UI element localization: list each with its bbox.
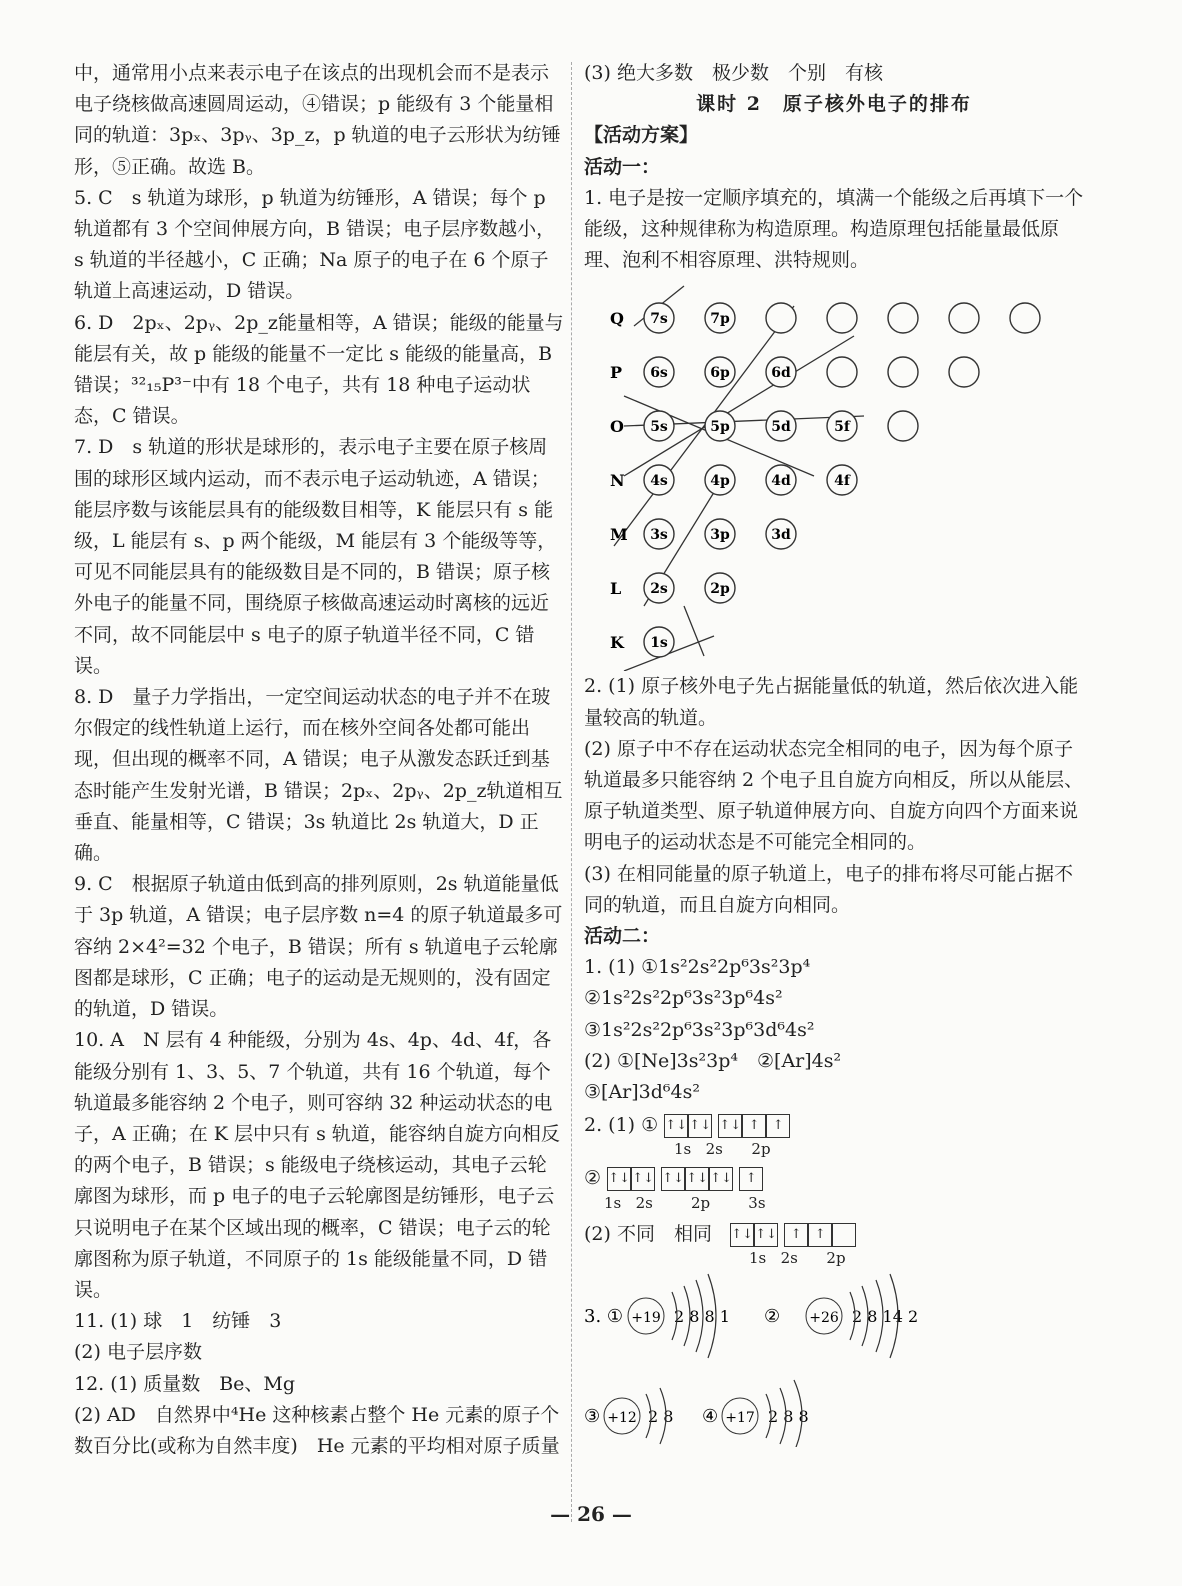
answer-r0: (3) 绝大多数 极少数 个别 有核 [584,62,883,84]
activity-plan-heading: 【活动方案】 [584,124,699,147]
shell-label-L: L [610,579,622,599]
orbital-label-6s: 6s [650,365,668,382]
orbital-circle [949,357,979,387]
orbital-label-2p: 2p [710,581,730,598]
box: ↑ [742,1114,766,1138]
box: ↑ [808,1223,832,1247]
activity-one-heading: 活动一： [584,155,661,178]
box: ↑↓ [709,1167,733,1191]
shell-label-M: M [610,525,628,545]
left-margin-cutoff [0,0,18,1586]
orbital-label-7s: 7s [650,311,668,328]
shell-label-O: O [610,417,624,437]
config-5: ③[Ar]3d⁶4s² [584,1081,700,1104]
answer-10: 10. A N 层有 4 种能级，分别为 4s、4p、4d、4f，各能级分别有 1、3、5、7 个轨道，共有 16 个轨道，每个轨道最多能容纳 2 个电子，则可容纳 32 种运动状态的电子，A 正确；在 K 层中只有 s 轨道，能容纳自旋方向相反的两个电子，B 错误；s 能级电子绕核运动，其电子云轮廓图为球形，而 p 电子的电子云轮廓图是纺锤形，电子云只说明电子在某个区域出现的概率，C 错误；电子云的轮廓图称为原子轨道，不同原子的 1s 能级能量不同，D 错误。 [74,1029,560,1301]
shell-label-N: N [610,471,625,491]
orbital-label-7p: 7p [710,311,730,328]
box: ↑↓ [664,1114,688,1138]
right-column [584,58,1084,1447]
label-s3: ③ [584,1405,601,1427]
activity-one-2-3: (3) 在相同能量的原子轨道上，电子的排布将尽可能占据不同的轨道，而且自旋方向相同。 [584,862,1073,916]
config-1: 1. (1) ①1s²2s²2p⁶3s²3p⁴ [584,956,811,979]
orbital-label-4s: 4s [650,473,668,490]
orbital-box-labels-1: 1s 2s 2p [674,1140,771,1159]
orbital-circle [888,411,918,441]
nucleus-cl-charge: +17 [725,1409,755,1426]
shell-label-P: P [610,363,623,383]
nucleus-k-charge: +19 [631,1309,661,1326]
config-4: (2) ①[Ne]3s²3p⁴ ②[Ar]4s² [584,1049,842,1072]
orbital-box-labels-3: 1s 2s 2p [749,1248,846,1267]
label-s4: ④ [702,1405,719,1427]
orbital-label-3p: 3p [710,527,730,544]
box: ↑ [784,1223,808,1247]
shells-k: 2 8 8 1 [674,1306,730,1326]
box [832,1223,856,1247]
orbital-box-2: ② ↑↓ ↑↓ ↑↓ ↑↓ ↑↓ ↑ [584,1163,1084,1194]
column-divider [571,62,572,1522]
page-number: — 26 — [550,1502,632,1526]
orbital-label-6d: 6d [771,365,791,382]
label-s1: 3. ① [584,1305,624,1327]
shells-cl: 2 8 8 [768,1406,809,1426]
nucleus-fe-charge: +26 [809,1309,839,1326]
orbital-label-5p: 5p [710,419,730,436]
orbital-label-6p: 6p [710,365,730,382]
answer-12b: (2) AD 自然界中⁴He 这种核素占整个 He 元素的原子个数百分比(或称为自然丰度) He 元素的平均相对原子质量 [74,1403,560,1457]
config-2: ②1s²2s²2p⁶3s²3p⁶4s² [584,987,783,1010]
orbital-circle [888,303,918,333]
box: ↑↓ [607,1167,631,1191]
section-title: 课时 2 原子核外电子的排布 [696,93,972,116]
orbital-label-3d: 3d [771,527,791,544]
answer-12a: 12. (1) 质量数 Be、Mg [74,1372,296,1395]
orbital-label-4f: 4f [834,473,850,490]
box: ↑ [766,1114,790,1138]
box: ↑↓ [688,1114,712,1138]
orbital-label-5s: 5s [650,419,668,436]
box: ↑↓ [661,1167,685,1191]
shells-fe: 2 8 14 2 [852,1306,919,1326]
orbital-box-3: (2) 不同 相同 ↑↓ ↑↓ ↑ ↑ [584,1219,1084,1250]
orbital-label-3s: 3s [650,527,668,544]
orbital-circle [1010,303,1040,333]
label-s2: ② [764,1305,781,1327]
answer-8: 8. D 量子力学指出，一定空间运动状态的电子并不在玻尔假定的线性轨道上运行，而在核外空间各处都可能出现，但出现的概率不同，A 错误；电子从激发态跃迁到基态时能产生发射光谱，B 错误；2pₓ、2pᵧ、2p_z轨道相互垂直、能量相等，C 错误；3s 轨道比 2s 轨道大，D 正确。 [74,686,563,865]
box: ↑↓ [631,1167,655,1191]
nucleus-mg-charge: +12 [607,1409,637,1426]
answer-11a: 11. (1) 球 1 纺锤 3 [74,1310,282,1333]
orbital-circle [949,303,979,333]
box: ↑↓ [718,1114,742,1138]
activity-one-1: 1. 电子是按一定顺序填充的，填满一个能级之后再填下一个能级，这种规律称为构造原理。构造原理包括能量最低原理、泡利不相容原理、洪特规则。 [584,186,1084,272]
orbital-box-1: 2. (1) ① ↑↓ ↑↓ ↑↓ ↑ ↑ [584,1110,1084,1141]
box: ↑↓ [685,1167,709,1191]
orbital-circle [888,357,918,387]
box: ↑ [739,1167,763,1191]
aufbau-diagram [584,276,1064,671]
answer-5: 5. C s 轨道为球形，p 轨道为纺锤形，A 错误；每个 p 轨道都有 3 个空间伸展方向，B 错误；电子层序数越小，s 轨道的半径越小，C 正确；Na 原子的电子在 6 个原子轨道上高速运动，D 错误。 [74,186,556,303]
orbital-label-1s: 1s [650,635,668,652]
orbital-label-5f: 5f [834,419,850,436]
orbital-circle [827,303,857,333]
orbital-box-labels-2: 1s 2s 2p 3s [604,1193,766,1212]
left-column [74,58,564,1462]
orbital-label-4d: 4d [771,473,791,490]
config-3: ③1s²2s²2p⁶3s²3p⁶3d⁶4s² [584,1018,815,1041]
activity-two-heading: 活动二： [584,925,661,948]
answer-11b: (2) 电子层序数 [74,1341,202,1364]
orbital-circle [766,303,796,333]
shell-label-K: K [610,633,624,653]
box: ↑↓ [730,1223,754,1247]
answer-9: 9. C 根据原子轨道由低到高的排列原则，2s 轨道能量低于 3p 轨道，A 错误；电子层序数 n=4 的原子轨道最多可容纳 2×4²=32 个电子，B 错误；所有 s 轨道电子云轮廓图都是球形，C 正确；电子的运动是无规则的，没有固定的轨道，D 错误。 [74,873,563,1021]
orbital-label-2s: 2s [650,581,668,598]
aufbau-orbitals [644,303,1040,657]
orbital-label-4p: 4p [710,473,730,490]
activity-one-2-1: 2. (1) 原子核外电子先占据能量低的轨道，然后依次进入能量较高的轨道。 [584,675,1079,729]
box: ↑↓ [754,1223,778,1247]
activity-one-2-2: (2) 原子中不存在运动状态完全相同的电子，因为每个原子轨道最多只能容纳 2 个电子且自旋方向相反，所以从能层、原子轨道类型、原子轨道伸展方向、自旋方向四个方面来说明电子的运动状态是不可能完全相同的。 [584,737,1084,854]
aufbau-shell-labels [610,309,628,652]
shell-label-Q: Q [610,309,624,329]
orbital-circle [827,357,857,387]
answer-7: 7. D s 轨道的形状是球形的，表示电子主要在原子核周围的球形区域内运动，而不表示电子运动轨迹，A 错误；能层序数与该能层具有的能级数目相等，K 能层只有 s 能级，L 能层有 s、p 两个能级，M 能层有 3 个能级等等，可见不同能层具有的能级数目是不同的，B 错误；原子核外电子的能量不同，围绕原子核做高速运动时离核的远近不同，故不同能层中 s 电子的原子轨道半径不同，C 错误。 [74,436,557,677]
orbital-label-5d: 5d [771,419,791,436]
answer-cont: 中，通常用小点来表示电子在该点的出现机会而不是表示电子绕核做高速圆周运动，④错误；p 能级有 3 个能量相同的轨道：3pₓ、3pᵧ、3p_z，p 轨道的电子云形状为纺锤形，⑤正确。故选 B。 [74,62,561,178]
shells-mg: 2 8 [648,1406,674,1426]
atom-structure-diagrams [584,1272,1064,1447]
answer-6: 6. D 2pₓ、2pᵧ、2p_z能量相等，A 错误；能级的能量与能层有关，故 p 能级的能量不一定比 s 能级的能量高，B 错误；³²₁₅P³⁻中有 18 个电子，共有 18 种电子运动状态，C 错误。 [74,311,564,428]
